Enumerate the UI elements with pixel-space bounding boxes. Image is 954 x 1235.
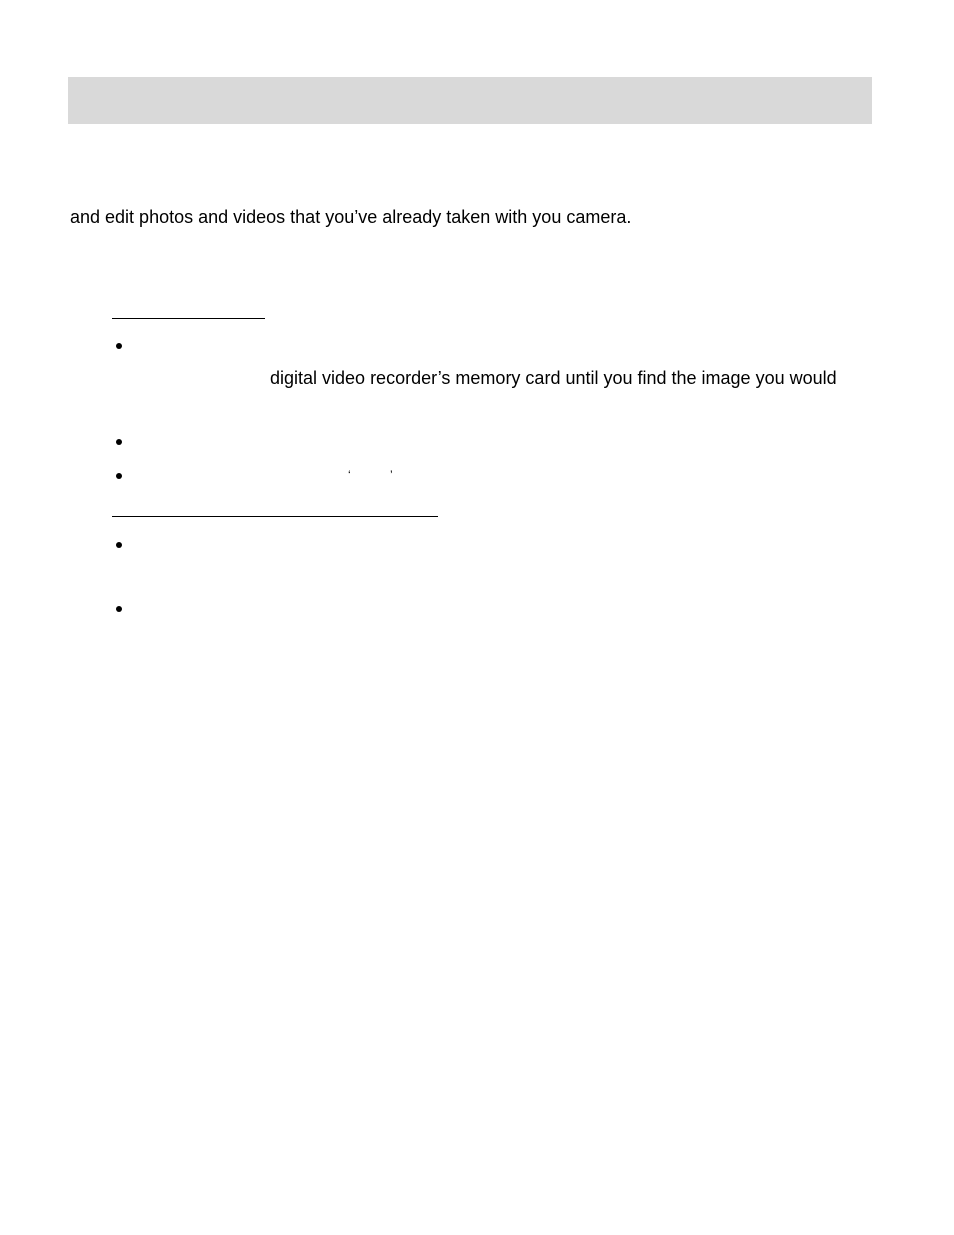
- bullet-marker: [116, 473, 122, 479]
- intro-paragraph: and edit photos and videos that you’ve already taken with you camera.: [70, 207, 632, 227]
- close-quote-mark: ’: [390, 468, 393, 482]
- bullet-marker: [116, 606, 122, 612]
- subheading-underline-1: [112, 318, 265, 319]
- section-header-band: [68, 77, 872, 124]
- open-quote-mark: ‘: [348, 468, 351, 482]
- subheading-underline-2: [112, 516, 438, 517]
- bullet-marker: [116, 343, 122, 349]
- bullet-marker: [116, 439, 122, 445]
- bullet-continuation-text: digital video recorder’s memory card until you find the image you would: [270, 368, 837, 388]
- bullet-marker: [116, 542, 122, 548]
